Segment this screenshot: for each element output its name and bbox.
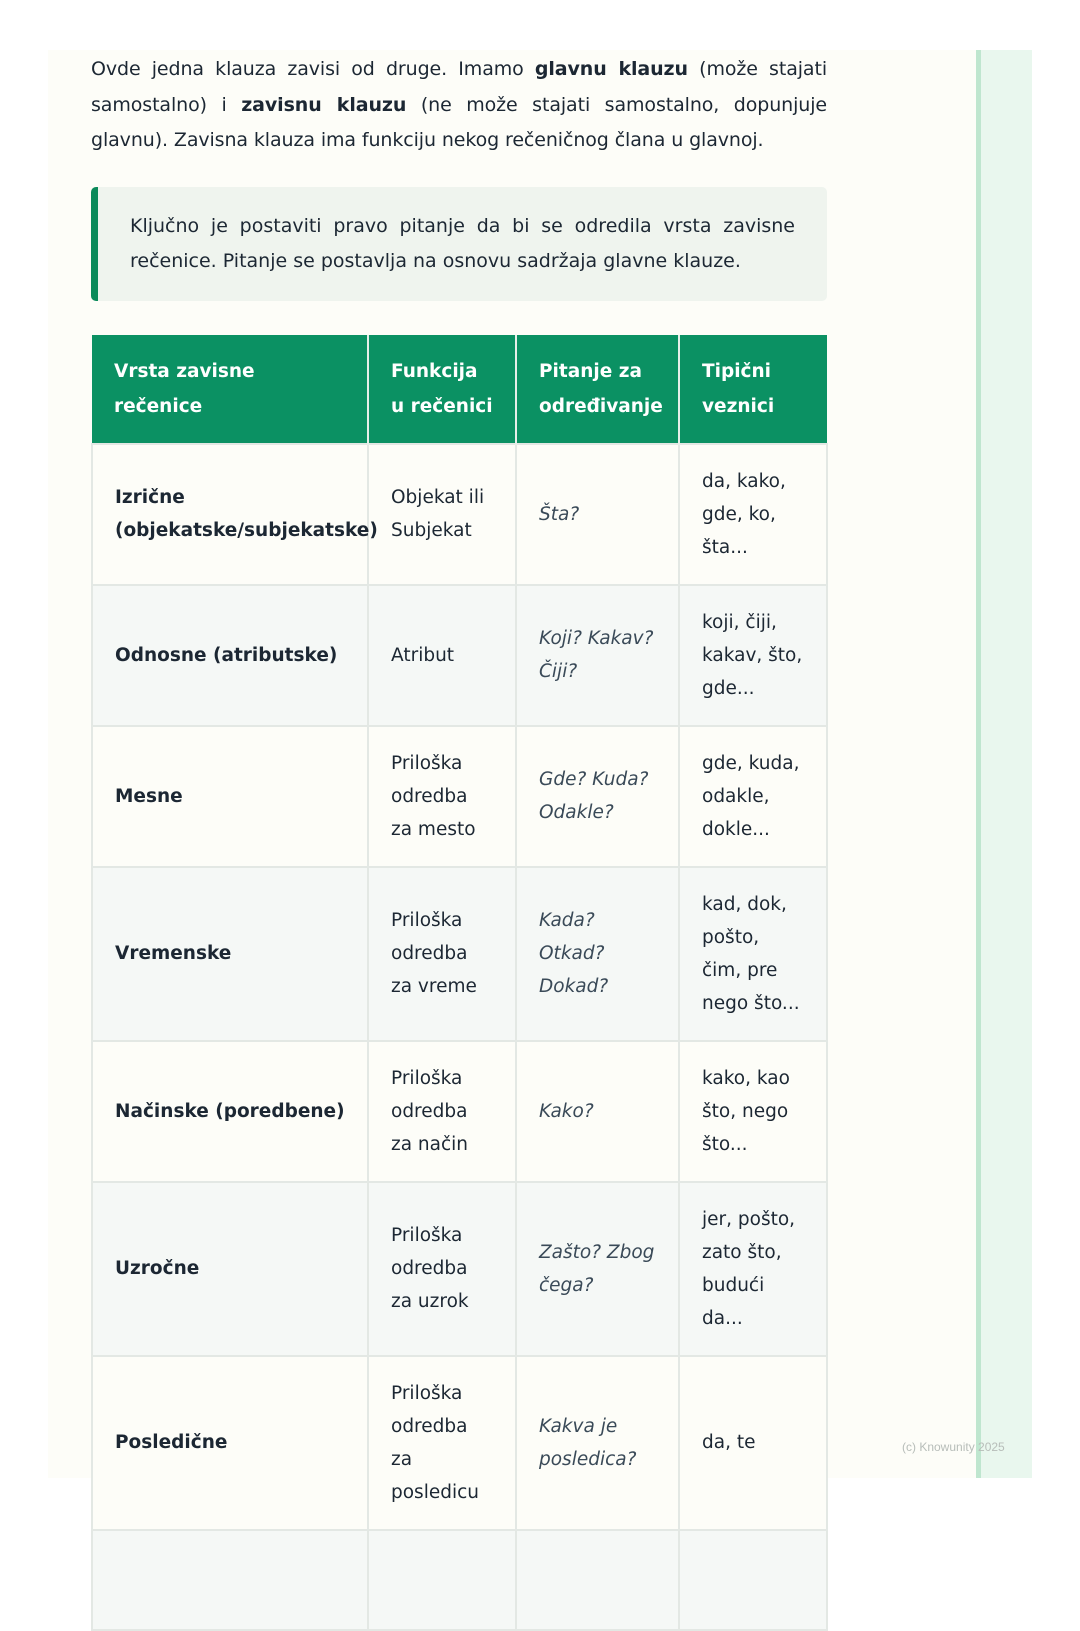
key-note-callout — [91, 187, 827, 301]
right-side-panel — [976, 50, 1032, 1478]
cell-function: Priloška odredba za vreme — [368, 867, 516, 1041]
cell-question: Šta? — [516, 444, 679, 585]
intro-text-1: Ovde jedna klauza zavisi od druge. Imamo — [91, 58, 535, 80]
cell-question: Kako? — [516, 1041, 679, 1182]
cell-type: Načinske (poredbene) — [92, 1041, 368, 1182]
cell-type: Mesne — [92, 726, 368, 867]
cell-type — [92, 1530, 368, 1630]
intro-bold-main-clause: glavnu klauzu — [534, 58, 688, 80]
intro-text-2: (može stajati samostalno) i — [91, 58, 827, 116]
content-column — [91, 50, 827, 1631]
intro-bold-dependent-clause: zavisnu klauzu — [241, 93, 407, 116]
cell-conjunctions: da, kako, gde, ko, šta... — [679, 444, 827, 585]
table-row — [92, 585, 827, 726]
cell-conjunctions — [679, 1530, 827, 1630]
cell-function — [368, 1530, 516, 1630]
table-row — [92, 867, 827, 1041]
intro-text-3: (ne može stajati samostalno, dopunjuje glavnu). Zavisna klauza ima funkciju nekog rečeničnog člana u glavnoj. — [91, 93, 828, 151]
header-function: Funkcija u rečenici — [368, 335, 516, 444]
header-question: Pitanje za određivanje — [516, 335, 679, 444]
intro-paragraph — [91, 50, 827, 159]
cell-question: Koji? Kakav? Čiji? — [516, 585, 679, 726]
table-row — [92, 1356, 827, 1530]
cell-conjunctions: jer, pošto, zato što, budući da... — [679, 1182, 827, 1356]
cell-function: Priloška odredba za način — [368, 1041, 516, 1182]
cell-question: Zašto? Zbog čega? — [516, 1182, 679, 1356]
header-type: Vrsta zavisne rečenice — [92, 335, 368, 444]
cell-question: Kada? Otkad? Dokad? — [516, 867, 679, 1041]
cell-conjunctions: kako, kao što, nego što... — [679, 1041, 827, 1182]
cell-type: Posledične — [92, 1356, 368, 1530]
cell-function: Priloška odredba za posledicu — [368, 1356, 516, 1530]
table-row — [92, 726, 827, 867]
cell-type: Izrične (objekatske/subjekatske) — [92, 444, 368, 585]
cell-type: Odnosne (atributske) — [92, 585, 368, 726]
header-conjunctions: Tipični veznici — [679, 335, 827, 444]
cell-conjunctions: koji, čiji, kakav, što, gde... — [679, 585, 827, 726]
cell-question: Gde? Kuda? Odakle? — [516, 726, 679, 867]
cell-conjunctions: gde, kuda, odakle, dokle... — [679, 726, 827, 867]
cell-conjunctions: da, te — [679, 1356, 827, 1530]
cell-type: Uzročne — [92, 1182, 368, 1356]
table-row — [92, 1182, 827, 1356]
cell-function: Priloška odredba za uzrok — [368, 1182, 516, 1356]
cell-function: Objekat ili Subjekat — [368, 444, 516, 585]
table-row — [92, 1041, 827, 1182]
copyright-footer: (c) Knowunity 2025 — [902, 1440, 1005, 1454]
document-page — [48, 50, 1032, 1503]
cell-function: Atribut — [368, 585, 516, 726]
clause-types-table — [91, 335, 828, 1631]
cell-conjunctions: kad, dok, pošto, čim, pre nego što... — [679, 867, 827, 1041]
key-note-text: Ključno je postaviti pravo pitanje da bi se odredila vrsta zavisne rečenice. Pitanje se postavlja na osnovu sadržaja glavne klauze. — [130, 214, 795, 272]
cell-question: Kakva je posledica? — [516, 1356, 679, 1530]
cell-question — [516, 1530, 679, 1630]
cell-function: Priloška odredba za mesto — [368, 726, 516, 867]
cell-type: Vremenske — [92, 867, 368, 1041]
table-row — [92, 444, 827, 585]
table-header-row — [92, 335, 827, 444]
table-row — [92, 1530, 827, 1630]
